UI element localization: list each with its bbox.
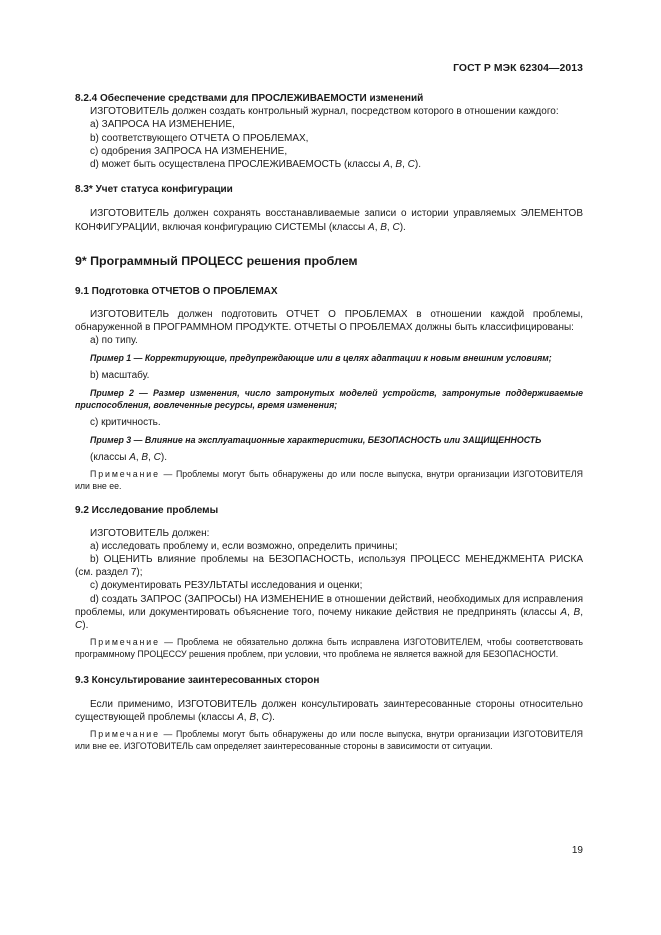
paragraph: ИЗГОТОВИТЕЛЬ должен подготовить ОТЧЕТ О ПРОБЛЕМАХ в отношении каждой проблемы, обнаруженной в ПРОГРАММНОМ ПРОДУКТЕ. ОТЧЕТЫ О ПРОБЛЕМАХ должны быть классифицированы: (75, 309, 583, 334)
paragraph: ИЗГОТОВИТЕЛЬ должен сохранять восстанавливаемые записи о истории управляемых ЭЛЕМЕНТОВ КОНФИГУРАЦИИ, включая конфигурацию СИСТЕМЫ (классы A, B, C). (75, 208, 583, 233)
example: Пример 2 — Размер изменения, число затронутых моделей устройств, затронутые поддерживаемые приспособления, вовлеченные ресурсы, время изменения; (75, 387, 583, 410)
section-8-2-4 (75, 92, 583, 171)
list-item: d) создать ЗАПРОС (ЗАПРОСЫ) НА ИЗМЕНЕНИЕ в отношении действий, необходимых для исправления проблемы, или документировать объяснение того, почему никакие действия не предпринять (классы A, B, C). (75, 593, 583, 632)
section-heading: 9.3 Консультирование заинтересованных сторон (75, 675, 320, 687)
section-heading: 8.3* Учет статуса конфигурации (75, 184, 233, 196)
note: Примечание — Проблема не обязательно должна быть исправлена ИЗГОТОВИТЕЛЕМ, чтобы соответствовать программному ПРОЦЕССУ решения проблем, при условии, что проблема не является важной для БЕЗОПАСНОСТИ. (75, 637, 583, 659)
page-content (75, 92, 583, 752)
list-item: d) может быть осуществлена ПРОСЛЕЖИВАЕМОСТЬ (классы A, B, C). (90, 159, 421, 171)
list-item: с) критичность. (90, 416, 161, 428)
list-item: b) соответствующего ОТЧЕТА О ПРОБЛЕМАХ, (90, 132, 309, 144)
example: Пример 1 — Корректирующие, предупреждающие или в целях адаптации к новым внешним условиям; (90, 352, 552, 363)
section-8-3 (75, 183, 583, 234)
page-number: 19 (571, 845, 583, 856)
example: Пример 3 — Влияние на эксплуатационные характеристики, БЕЗОПАСНОСТЬ или ЗАЩИЩЕННОСТЬ (90, 435, 542, 446)
list-item: c) одобрения ЗАПРОСА НА ИЗМЕНЕНИЕ, (90, 145, 288, 157)
section-heading: 9.2 Исследование проблемы (75, 505, 219, 517)
section-9-1 (75, 285, 583, 493)
list-item: b) ОЦЕНИТЬ влияние проблемы на БЕЗОПАСНОСТЬ, используя ПРОЦЕСС МЕНЕДЖМЕНТА РИСКА (см. раздел 7); (75, 554, 583, 579)
note: Примечание — Проблемы могут быть обнаружены до или после выпуска, внутри организации ИЗГОТОВИТЕЛЯ или вне ее. ИЗГОТОВИТЕЛЬ сам определяет заинтересованные стороны в зависимости от ситуации. (75, 729, 583, 751)
section-heading: 8.2.4 Обеспечение средствами для ПРОСЛЕЖИВАЕМОСТИ изменений (75, 93, 424, 104)
list-item: a) ЗАПРОСА НА ИЗМЕНЕНИЕ, (90, 119, 235, 131)
section-9-2 (75, 504, 583, 660)
paragraph: Если применимо, ИЗГОТОВИТЕЛЬ должен консультировать заинтересованные стороны относительно существующей проблемы (классы A, B, C). (75, 698, 583, 723)
paragraph: (классы A, B, C). (90, 452, 167, 464)
section-9-3 (75, 674, 583, 752)
list-item: b) масштабу. (90, 369, 150, 381)
list-item: а) по типу. (90, 335, 138, 347)
section-heading: 9.1 Подготовка ОТЧЕТОВ О ПРОБЛЕМАХ (75, 285, 278, 297)
note: Примечание — Проблемы могут быть обнаружены до или после выпуска, внутри организации ИЗГОТОВИТЕЛЯ или вне ее. (75, 469, 583, 491)
document-id: ГОСТ Р МЭК 62304—2013 (453, 63, 583, 74)
paragraph: ИЗГОТОВИТЕЛЬ должен создать контрольный журнал, посредством которого в отношении каждого: (90, 106, 559, 118)
list-item: a) исследовать проблему и, если возможно, определить причины; (90, 540, 398, 552)
paragraph: ИЗГОТОВИТЕЛЬ должен: (90, 527, 210, 539)
chapter-heading: 9* Программный ПРОЦЕСС решения проблем (75, 253, 358, 268)
list-item: c) документировать РЕЗУЛЬТАТЫ исследования и оценки; (90, 580, 363, 592)
